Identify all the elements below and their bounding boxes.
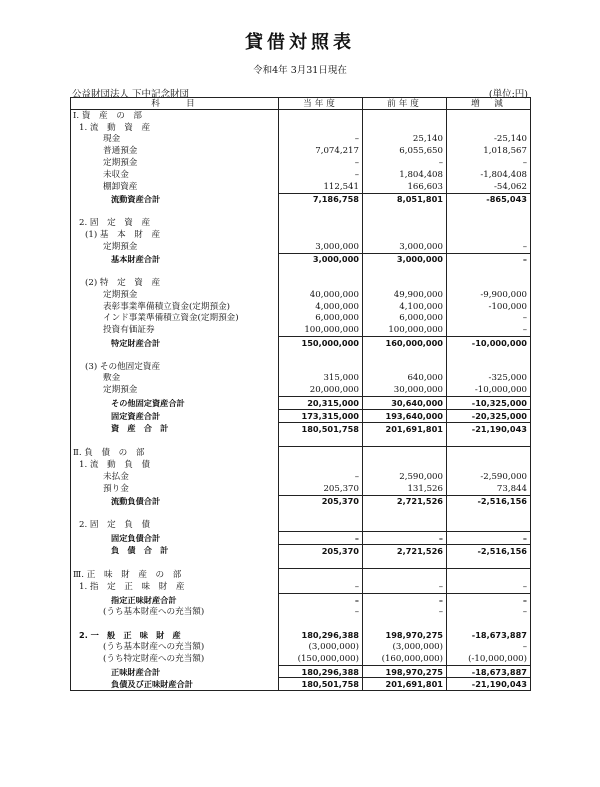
currency-unit: (単位:円) [488, 89, 528, 100]
row-label: 指定正味財産合計 [71, 593, 279, 605]
current-year-value: – [279, 531, 363, 544]
table-row [71, 145, 531, 157]
row-label [71, 349, 279, 361]
row-label: 定期預金 [71, 157, 279, 169]
table-row [71, 349, 531, 361]
previous-year-value: 131,526 [363, 483, 447, 495]
current-year-value: 40,000,000 [279, 289, 363, 301]
change-value [447, 205, 531, 217]
current-year-value [279, 569, 363, 581]
previous-year-value: 49,900,000 [363, 289, 447, 301]
row-label: (1) 基 本 財 産 [71, 229, 279, 241]
previous-year-value: 201,691,801 [363, 678, 447, 691]
header-change: 増 減 [447, 98, 531, 110]
previous-year-value: 193,640,000 [363, 409, 447, 422]
change-value [447, 459, 531, 471]
row-label: 特定財産合計 [71, 337, 279, 349]
current-year-value [279, 277, 363, 289]
previous-year-value: 160,000,000 [363, 337, 447, 349]
row-label: 1. 指 定 正 味 財 産 [71, 581, 279, 593]
table-row [71, 459, 531, 471]
previous-year-value: 8,051,801 [363, 193, 447, 205]
current-year-value: 180,501,758 [279, 678, 363, 691]
table-row [71, 277, 531, 289]
table-header-row [71, 98, 531, 110]
previous-year-value: 30,640,000 [363, 397, 447, 410]
current-year-value: – [279, 471, 363, 483]
current-year-value [279, 459, 363, 471]
previous-year-value: 25,140 [363, 134, 447, 146]
row-label: 棚卸資産 [71, 181, 279, 193]
row-label: 負債及び正味財産合計 [71, 678, 279, 691]
current-year-value: 7,186,758 [279, 193, 363, 205]
table-row [71, 641, 531, 653]
previous-year-value: (3,000,000) [363, 641, 447, 653]
change-value: -21,190,043 [447, 422, 531, 434]
previous-year-value [363, 217, 447, 229]
table-row [71, 606, 531, 618]
current-year-value [279, 435, 363, 447]
change-value: – [447, 324, 531, 336]
change-value: -25,140 [447, 134, 531, 146]
table-row [71, 313, 531, 325]
table-row [71, 447, 531, 459]
current-year-value [279, 229, 363, 241]
change-value: -54,062 [447, 181, 531, 193]
previous-year-value [363, 265, 447, 277]
table-row [71, 253, 531, 265]
current-year-value: 112,541 [279, 181, 363, 193]
table-row [71, 471, 531, 483]
change-value [447, 507, 531, 519]
row-label: Ⅱ. 負 債 の 部 [71, 447, 279, 459]
change-value: -2,590,000 [447, 471, 531, 483]
header-current-year: 当年度 [279, 98, 363, 110]
row-label: 流動負債合計 [71, 495, 279, 507]
table-row [71, 324, 531, 336]
table-row [71, 229, 531, 241]
table-row [71, 361, 531, 373]
table-row [71, 157, 531, 169]
table-row [71, 110, 531, 122]
change-value [447, 229, 531, 241]
previous-year-value [363, 617, 447, 629]
current-year-value [279, 265, 363, 277]
row-label [71, 435, 279, 447]
table-row [71, 205, 531, 217]
change-value: – [447, 531, 531, 544]
change-value: -10,325,000 [447, 397, 531, 410]
table-row [71, 507, 531, 519]
row-label: (うち基本財産への充当額) [71, 606, 279, 618]
change-value: -10,000,000 [447, 384, 531, 396]
change-value: -20,325,000 [447, 409, 531, 422]
row-label: 固定資産合計 [71, 409, 279, 422]
change-value [447, 217, 531, 229]
row-label: (3) その他固定資産 [71, 361, 279, 373]
current-year-value [279, 122, 363, 134]
row-label: その他固定資産合計 [71, 397, 279, 410]
table-row [71, 531, 531, 544]
change-value [447, 349, 531, 361]
previous-year-value: – [363, 581, 447, 593]
table-row [71, 373, 531, 385]
table-row [71, 617, 531, 629]
row-label: 未払金 [71, 471, 279, 483]
table-row [71, 629, 531, 641]
current-year-value [279, 556, 363, 568]
current-year-value: 20,315,000 [279, 397, 363, 410]
previous-year-value: 2,721,526 [363, 495, 447, 507]
table-row [71, 569, 531, 581]
table-row [71, 495, 531, 507]
row-label: 敷金 [71, 373, 279, 385]
row-label: 基本財産合計 [71, 253, 279, 265]
current-year-value: 180,296,388 [279, 629, 363, 641]
previous-year-value [363, 519, 447, 531]
current-year-value [279, 447, 363, 459]
current-year-value: 7,074,217 [279, 145, 363, 157]
table-row [71, 665, 531, 678]
current-year-value: 205,370 [279, 495, 363, 507]
current-year-value [279, 519, 363, 531]
current-year-value [279, 361, 363, 373]
current-year-value: 173,315,000 [279, 409, 363, 422]
row-label: 2. 固 定 資 産 [71, 217, 279, 229]
change-value [447, 110, 531, 122]
previous-year-value [363, 122, 447, 134]
current-year-value: – [279, 157, 363, 169]
change-value: -865,043 [447, 193, 531, 205]
change-value: -325,000 [447, 373, 531, 385]
row-label: 2. 一 般 正 味 財 産 [71, 629, 279, 641]
row-label: 資 産 合 計 [71, 422, 279, 434]
table-row [71, 337, 531, 349]
previous-year-value: 2,721,526 [363, 544, 447, 556]
change-value [447, 277, 531, 289]
previous-year-value: (160,000,000) [363, 653, 447, 665]
previous-year-value: 166,603 [363, 181, 447, 193]
current-year-value: 100,000,000 [279, 324, 363, 336]
row-label: インド事業準備積立資金(定期預金) [71, 313, 279, 325]
current-year-value [279, 617, 363, 629]
current-year-value: (150,000,000) [279, 653, 363, 665]
table-row [71, 483, 531, 495]
table-row [71, 217, 531, 229]
previous-year-value: 1,804,408 [363, 169, 447, 181]
change-value: – [447, 593, 531, 605]
row-label: 現金 [71, 134, 279, 146]
table-row [71, 134, 531, 146]
previous-year-value [363, 110, 447, 122]
row-label: 1. 流 動 資 産 [71, 122, 279, 134]
current-year-value: – [279, 593, 363, 605]
current-year-value: 4,000,000 [279, 301, 363, 313]
change-value [447, 435, 531, 447]
previous-year-value: – [363, 606, 447, 618]
previous-year-value: 100,000,000 [363, 324, 447, 336]
change-value: – [447, 641, 531, 653]
current-year-value: – [279, 581, 363, 593]
row-label: 負 債 合 計 [71, 544, 279, 556]
table-row [71, 556, 531, 568]
change-value: – [447, 241, 531, 253]
current-year-value [279, 349, 363, 361]
previous-year-value: – [363, 593, 447, 605]
change-value: -2,516,156 [447, 544, 531, 556]
current-year-value: 6,000,000 [279, 313, 363, 325]
change-value: -10,000,000 [447, 337, 531, 349]
as-of-date: 令和4年 3月31日現在 [253, 65, 347, 76]
row-label [71, 265, 279, 277]
row-label: 定期預金 [71, 289, 279, 301]
change-value [447, 447, 531, 459]
row-label: (2) 特 定 資 産 [71, 277, 279, 289]
previous-year-value [363, 447, 447, 459]
previous-year-value [363, 277, 447, 289]
previous-year-value: 640,000 [363, 373, 447, 385]
table-row [71, 301, 531, 313]
table-row [71, 289, 531, 301]
table-row [71, 265, 531, 277]
table-row [71, 181, 531, 193]
row-label: Ⅰ. 資 産 の 部 [71, 110, 279, 122]
change-value: (-10,000,000) [447, 653, 531, 665]
table-row [71, 544, 531, 556]
change-value: 73,844 [447, 483, 531, 495]
change-value: -18,673,887 [447, 629, 531, 641]
previous-year-value [363, 569, 447, 581]
previous-year-value [363, 435, 447, 447]
previous-year-value: 198,970,275 [363, 629, 447, 641]
change-value: – [447, 581, 531, 593]
change-value [447, 361, 531, 373]
row-label: Ⅲ. 正 味 財 産 の 部 [71, 569, 279, 581]
current-year-value: – [279, 169, 363, 181]
row-label: 普通預金 [71, 145, 279, 157]
row-label: (うち基本財産への充当額) [71, 641, 279, 653]
change-value: -1,804,408 [447, 169, 531, 181]
previous-year-value: 3,000,000 [363, 241, 447, 253]
current-year-value: 180,296,388 [279, 665, 363, 678]
table-row [71, 678, 531, 691]
previous-year-value [363, 507, 447, 519]
current-year-value: 180,501,758 [279, 422, 363, 434]
row-label [71, 556, 279, 568]
previous-year-value: 198,970,275 [363, 665, 447, 678]
row-label: 定期預金 [71, 384, 279, 396]
row-label: 投資有価証券 [71, 324, 279, 336]
change-value: – [447, 313, 531, 325]
previous-year-value: 6,000,000 [363, 313, 447, 325]
change-value: -100,000 [447, 301, 531, 313]
previous-year-value: 4,100,000 [363, 301, 447, 313]
previous-year-value: – [363, 157, 447, 169]
previous-year-value: 201,691,801 [363, 422, 447, 434]
change-value [447, 519, 531, 531]
change-value: – [447, 606, 531, 618]
previous-year-value [363, 459, 447, 471]
previous-year-value [363, 229, 447, 241]
table-body [71, 110, 531, 691]
current-year-value: 3,000,000 [279, 241, 363, 253]
table-row [71, 519, 531, 531]
change-value [447, 617, 531, 629]
row-label: 正味財産合計 [71, 665, 279, 678]
table-row [71, 653, 531, 665]
header-account: 科 目 [71, 98, 279, 110]
change-value [447, 122, 531, 134]
previous-year-value [363, 205, 447, 217]
row-label: (うち特定財産への充当額) [71, 653, 279, 665]
current-year-value: (3,000,000) [279, 641, 363, 653]
change-value [447, 265, 531, 277]
row-label [71, 507, 279, 519]
change-value: – [447, 253, 531, 265]
document-title: 貸借対照表 [245, 32, 355, 53]
table-row [71, 409, 531, 422]
table-row [71, 193, 531, 205]
change-value: -9,900,000 [447, 289, 531, 301]
current-year-value [279, 205, 363, 217]
current-year-value: – [279, 606, 363, 618]
previous-year-value [363, 349, 447, 361]
current-year-value [279, 110, 363, 122]
current-year-value: 315,000 [279, 373, 363, 385]
current-year-value [279, 217, 363, 229]
change-value: – [447, 157, 531, 169]
change-value: -18,673,887 [447, 665, 531, 678]
table-row [71, 122, 531, 134]
current-year-value: – [279, 134, 363, 146]
row-label: 預り金 [71, 483, 279, 495]
table-row [71, 169, 531, 181]
table-row [71, 397, 531, 410]
organization-name: 公益財団法人 下中記念財団 [72, 89, 190, 100]
change-value [447, 569, 531, 581]
change-value: -21,190,043 [447, 678, 531, 691]
current-year-value: 205,370 [279, 483, 363, 495]
row-label [71, 617, 279, 629]
row-label: 定期預金 [71, 241, 279, 253]
row-label [71, 205, 279, 217]
current-year-value [279, 507, 363, 519]
row-label: 流動資産合計 [71, 193, 279, 205]
table-row [71, 241, 531, 253]
table-row [71, 422, 531, 434]
previous-year-value: 2,590,000 [363, 471, 447, 483]
previous-year-value: 30,000,000 [363, 384, 447, 396]
current-year-value: 205,370 [279, 544, 363, 556]
table-row [71, 581, 531, 593]
balance-sheet-table [70, 97, 531, 691]
change-value: 1,018,567 [447, 145, 531, 157]
row-label: 表彰事業準備積立資金(定期預金) [71, 301, 279, 313]
table-row [71, 435, 531, 447]
previous-year-value: – [363, 531, 447, 544]
row-label: 未収金 [71, 169, 279, 181]
previous-year-value [363, 361, 447, 373]
change-value [447, 556, 531, 568]
header-previous-year: 前年度 [363, 98, 447, 110]
previous-year-value: 6,055,650 [363, 145, 447, 157]
current-year-value: 3,000,000 [279, 253, 363, 265]
previous-year-value [363, 556, 447, 568]
current-year-value: 150,000,000 [279, 337, 363, 349]
current-year-value: 20,000,000 [279, 384, 363, 396]
row-label: 2. 固 定 負 債 [71, 519, 279, 531]
table-row [71, 593, 531, 605]
row-label: 1. 流 動 負 債 [71, 459, 279, 471]
change-value: -2,516,156 [447, 495, 531, 507]
table-row [71, 384, 531, 396]
row-label: 固定負債合計 [71, 531, 279, 544]
previous-year-value: 3,000,000 [363, 253, 447, 265]
